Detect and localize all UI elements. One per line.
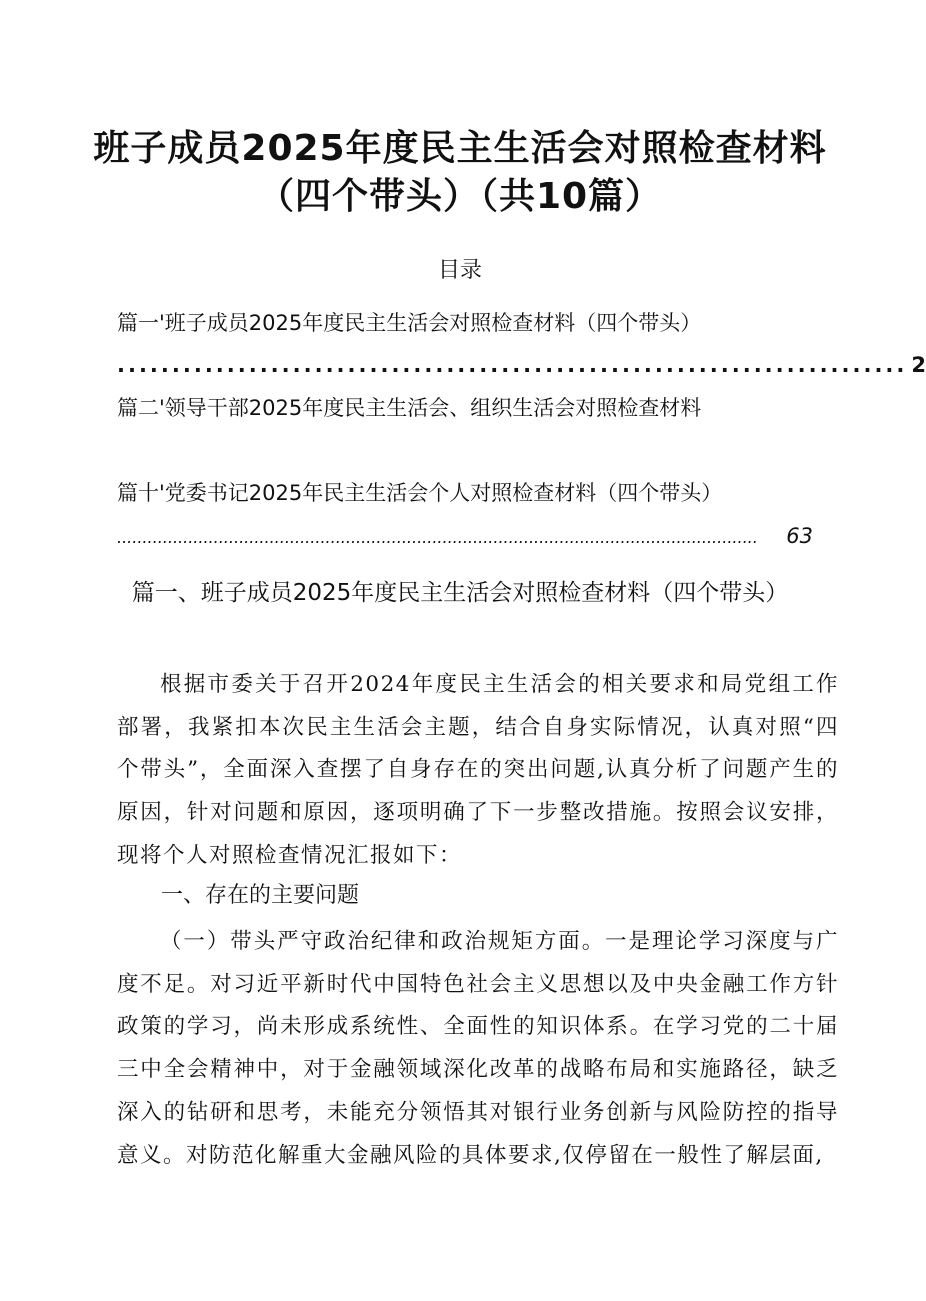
- toc-leader-10: [117, 521, 813, 553]
- toc-page-number[interactable]: 63: [786, 524, 813, 548]
- toc-leader-1: [117, 350, 926, 380]
- body-paragraph-politics: （一）带头严守政治纪律和政治规矩方面。一是理论学习深度与广度不足。对习近平新时代中国特色社会主义思想以及中央金融工作方针政策的学习，尚未形成系统性、全面性的知识体系。在学习党的二十届三中全会精神中，对于金融领域深化改革的战略布局和实施路径，缺乏深入的钻研和思考，未能充分领悟其对银行业务创新与风险防控的指导意义。对防范化解重大金融风险的具体要求,仅停留在一般性了解层面,: [117, 929, 839, 1168]
- body-paragraph-intro: 根据市委关于召开2024年度民主生活会的相关要求和局党组工作部署，我紧扣本次民主生活会主题，结合自身实际情况，认真对照“四个带头”，全面深入查摆了自身存在的突出问题,认真分析了问题产生的原因，针对问题和原因，逐项明确了下一步整改措施。按照会议安排，现将个人对照检查情况汇报如下：: [117, 672, 839, 868]
- toc-entry-10[interactable]: 篇十'党委书记2025年民主生活会个人对照检查材料（四个带头）: [117, 481, 723, 505]
- section-heading: 篇一、班子成员2025年度民主生活会对照检查材料（四个带头）: [131, 580, 789, 606]
- toc-entry-1[interactable]: 篇一'班子成员2025年度民主生活会对照检查材料（四个带头）: [117, 311, 702, 335]
- toc-entry-2[interactable]: 篇二'领导干部2025年度民主生活会、组织生活会对照检查材料: [117, 396, 702, 420]
- document-subtitle: （四个带头）（共10篇）: [257, 176, 663, 217]
- toc-dot-leader: ........................................................................: [117, 353, 908, 377]
- subheading-main-problems: 一、存在的主要问题: [161, 883, 360, 908]
- toc-dot-leader: ..............................................................................................................................: [117, 528, 758, 547]
- document-title: 班子成员2025年度民主生活会对照检查材料: [93, 128, 827, 169]
- toc-heading: 目录: [437, 258, 482, 283]
- toc-page-number[interactable]: 2: [911, 353, 926, 377]
